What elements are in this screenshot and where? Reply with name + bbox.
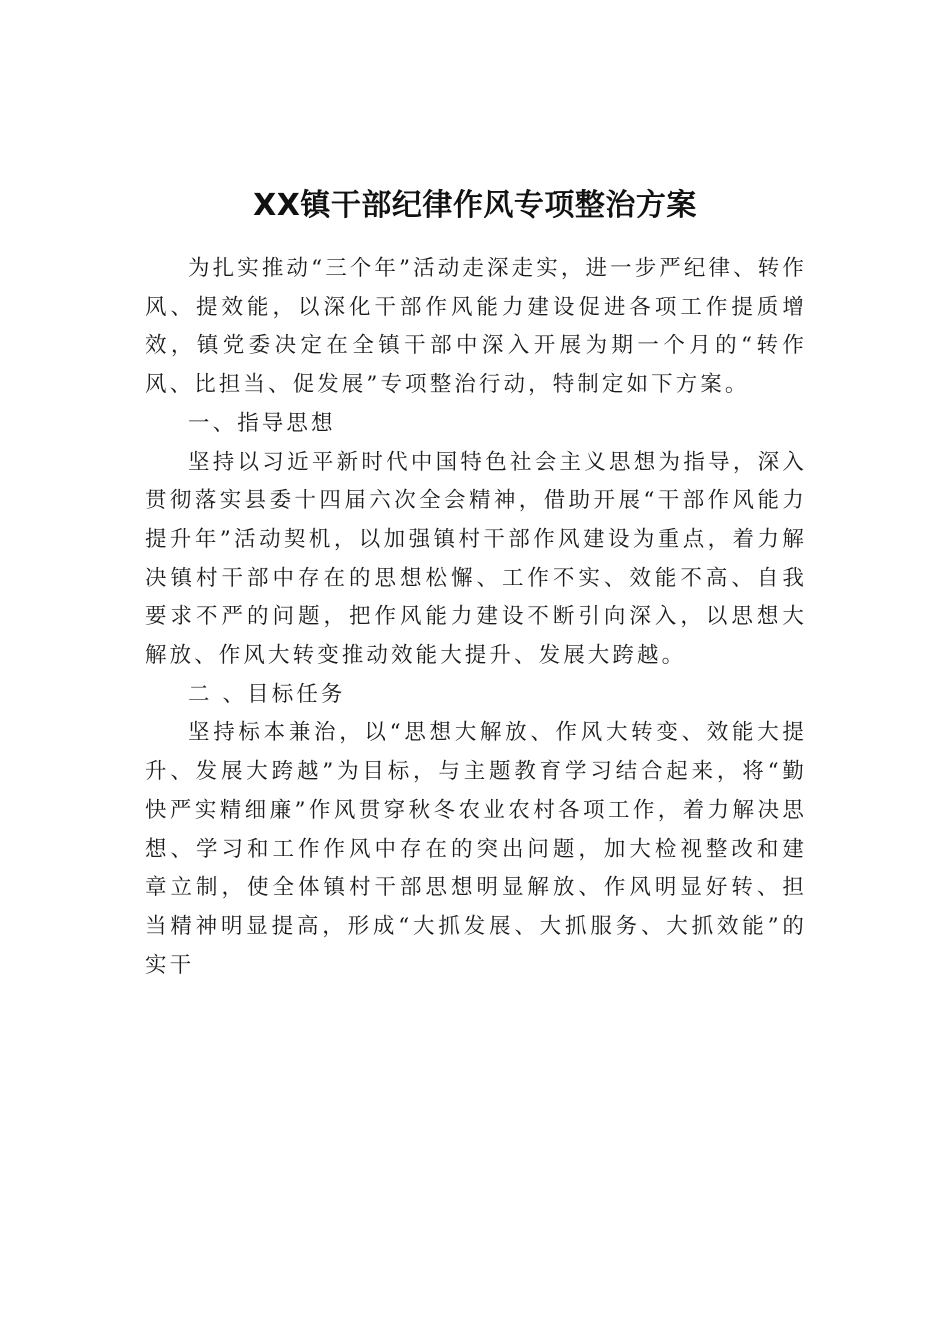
intro-paragraph: 为扎实推动“三个年”活动走深走实，进一步严纪律、转作风、提效能，以深化干部作风能力建设促进各项工作提质增效，镇党委决定在全镇干部中深入开展为期一个月的“转作风、比担当、促发展”专项整治行动，特制定如下方案。 — [145, 256, 807, 398]
document-body — [145, 250, 807, 985]
guiding-ideology-paragraph: 坚持以习近平新时代中国特色社会主义思想为指导，深入贯彻落实县委十四届六次全会精神，借助开展“干部作风能力提升年”活动契机，以加强镇村干部作风建设为重点，着力解决镇村干部中存在的思想松懈、工作不实、效能不高、自我要求不严的问题，把作风能力建设不断引向深入，以思想大解放、作风大转变推动效能大提升、发展大跨越。 — [145, 449, 807, 669]
document-title: XX镇干部纪律作风专项整治方案 — [253, 188, 697, 223]
goals-tasks-paragraph: 坚持标本兼治，以“思想大解放、作风大转变、效能大提升、发展大跨越”为目标，与主题教育学习结合起来，将“勤快严实精细廉”作风贯穿秋冬农业农村各项工作，着力解决思想、学习和工作作风中存在的突出问题，加大检视整改和建章立制，使全体镇村干部思想明显解放、作风明显好转、担当精神明显提高，形成“大抓发展、大抓服务、大抓效能”的实干 — [145, 720, 807, 978]
section-heading-goals-tasks: 二 、目标任务 — [188, 681, 346, 707]
section-heading-guiding-ideology: 一、指导思想 — [188, 410, 336, 436]
